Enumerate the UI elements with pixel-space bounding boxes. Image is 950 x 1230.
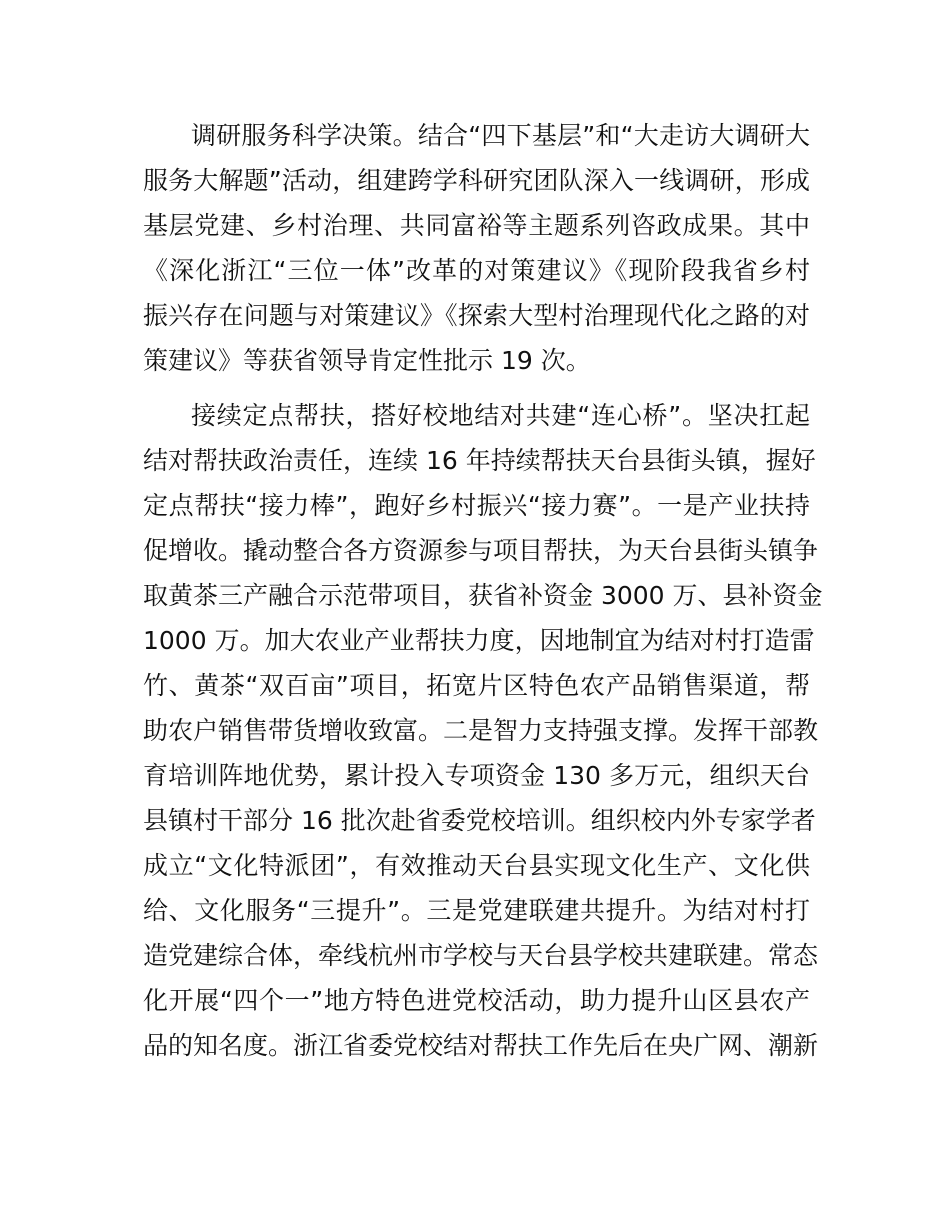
text-line: 助农户销售带货增收致富。二是智力支持强支撑。发挥干部教 — [143, 716, 819, 745]
text-line: 竹、黄茶“双百亩”项目，拓宽片区特色农产品销售渠道，帮 — [143, 671, 810, 700]
paragraph-research-decision — [143, 113, 810, 383]
text-line: 结对帮扶政治责任，连续 16 年持续帮扶天台县街头镇，握好 — [143, 446, 816, 475]
text-line: 品的知名度。浙江省委党校结对帮扶工作先后在央广网、潮新 — [143, 1031, 819, 1060]
text-line: 化开展“四个一”地方特色进党校活动，助力提升山区县农产 — [143, 986, 810, 1015]
text-line: 振兴存在问题与对策建议》《探索大型村治理现代化之路的对 — [143, 301, 810, 330]
text-line: 1000 万。加大农业产业帮扶力度，因地制宜为结对村打造雷 — [143, 626, 815, 655]
text-line: 调研服务科学决策。结合“四下基层”和“大走访大调研大 — [191, 121, 810, 150]
text-line: 服务大解题”活动，组建跨学科研究团队深入一线调研，形成 — [143, 166, 810, 195]
text-line: 《深化浙江“三位一体”改革的对策建议》《现阶段我省乡村 — [143, 256, 810, 285]
text-line: 接续定点帮扶，搭好校地结对共建“连心桥”。坚决扛起 — [191, 401, 810, 430]
text-line: 策建议》等获省领导肯定性批示 19 次。 — [143, 346, 591, 375]
text-line: 成立“文化特派团”，有效推动天台县实现文化生产、文化供 — [143, 851, 810, 880]
paragraph-targeted-assistance — [143, 393, 823, 1068]
text-line: 定点帮扶“接力棒”，跑好乡村振兴“接力赛”。一是产业扶持 — [143, 491, 810, 520]
text-line: 促增收。撬动整合各方资源参与项目帮扶，为天台县街头镇争 — [143, 536, 819, 565]
document-page — [143, 113, 823, 1078]
text-line: 育培训阵地优势，累计投入专项资金 130 多万元，组织天台 — [143, 761, 810, 790]
text-line: 基层党建、乡村治理、共同富裕等主题系列咨政成果。其中 — [143, 211, 810, 240]
text-line: 造党建综合体，牵线杭州市学校与天台县学校共建联建。常态 — [143, 941, 819, 970]
text-line: 取黄茶三产融合示范带项目，获省补资金 3000 万、县补资金 — [143, 581, 823, 610]
text-line: 县镇村干部分 16 批次赴省委党校培训。组织校内外专家学者 — [143, 806, 816, 835]
text-line: 给、文化服务“三提升”。三是党建联建共提升。为结对村打 — [143, 896, 810, 925]
